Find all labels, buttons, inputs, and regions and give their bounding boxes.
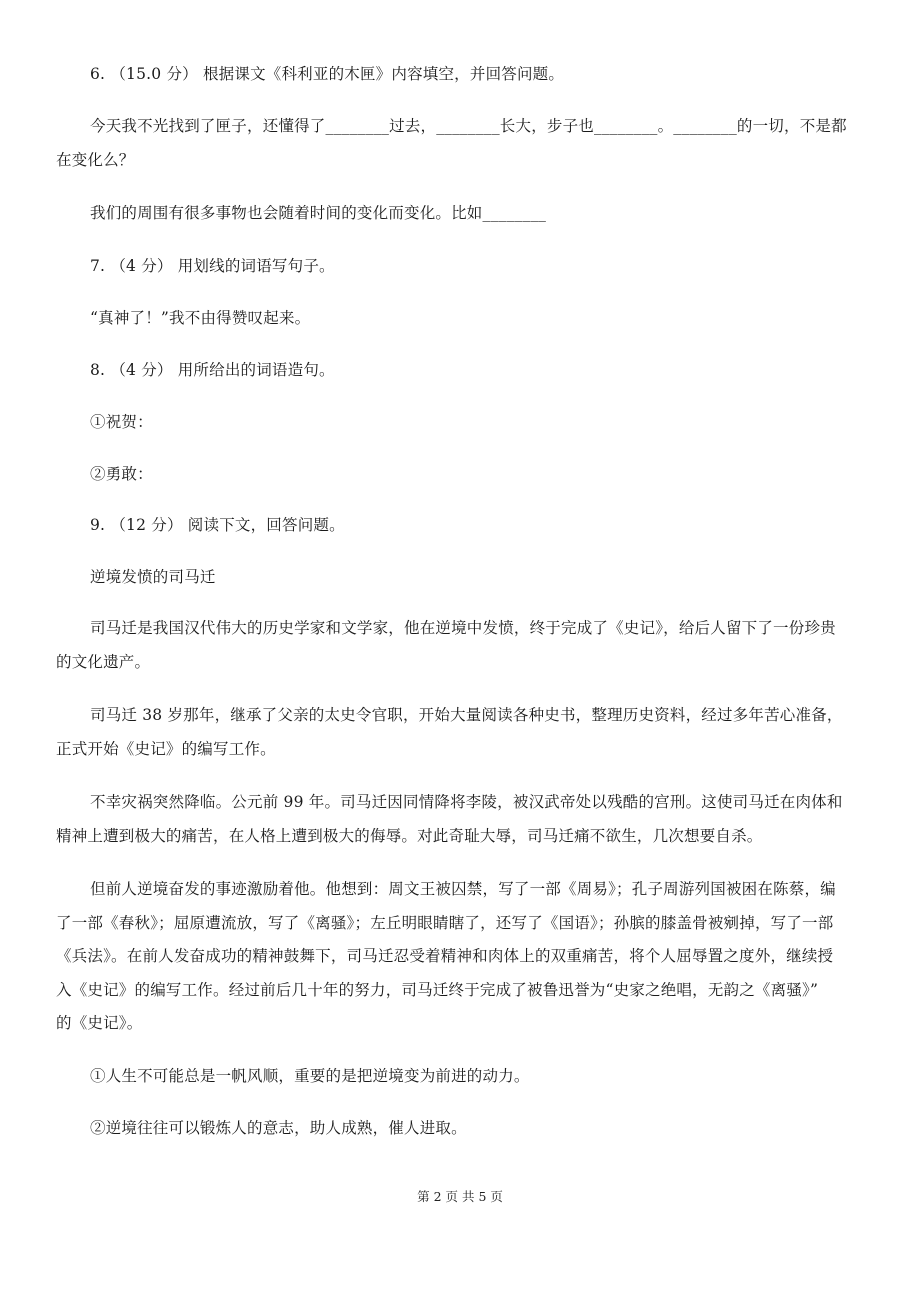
passage-paragraph-1-line-2: 的文化遗产。 xyxy=(56,653,151,671)
passage-paragraph-4-line-1: 但前人逆境奋发的事迹激励着他。他想到：周文王被囚禁，写了一部《周易》；孔子周游列国被困在陈蔡，编 xyxy=(90,880,836,898)
question-6-example-line: 我们的周围有很多事物也会随着时间的变化而变化。比如________ xyxy=(90,204,547,222)
passage-paragraph-4-line-2: 了一部《春秋》；屈原遭流放，写了《离骚》；左丘明眼睛瞎了，还写了《国语》；孙膑的膝盖骨被剜掉，写了一部 xyxy=(56,914,834,932)
passage-paragraph-2-line-2: 正式开始《史记》的编写工作。 xyxy=(56,740,276,758)
passage-paragraph-4-line-5: 的《史记》。 xyxy=(56,1014,143,1032)
passage-point-1: ①人生不可能总是一帆风顺，重要的是把逆境变为前进的动力。 xyxy=(90,1067,530,1085)
passage-paragraph-1-line-1: 司马迁是我国汉代伟大的历史学家和文学家，他在逆境中发愤，终于完成了《史记》，给后人留下了一份珍贵 xyxy=(90,619,836,637)
passage-paragraph-3-line-1: 不幸灾祸突然降临。公元前 99 年。司马迁因同情降将李陵，被汉武帝处以残酷的宫刑。这使司马迁在肉体和 xyxy=(90,793,843,811)
question-7-sentence: “真神了！”我不由得赞叹起来。 xyxy=(90,309,311,327)
passage-paragraph-2-line-1: 司马迁 38 岁那年，继承了父亲的太史令官职，开始大量阅读各种史书，整理历史资料，经过多年苦心准备， xyxy=(90,706,843,724)
question-8-item-1: ①祝贺： xyxy=(90,413,153,431)
question-6-heading: 6. （15.0 分） 根据课文《科利亚的木匣》内容填空，并回答问题。 xyxy=(90,65,565,83)
question-6-fill-line-2: 在变化么？ xyxy=(56,151,135,169)
passage-paragraph-4-line-4: 入《史记》的编写工作。经过前后几十年的努力，司马迁终于完成了被鲁迅誉为“史家之绝唱，无韵之《离骚》” xyxy=(56,981,819,999)
page-number-footer: 第 2 页 共 5 页 xyxy=(417,1189,503,1204)
passage-paragraph-4-line-3: 《兵法》。在前人发奋成功的精神鼓舞下，司马迁忍受着精神和肉体上的双重痛苦，将个人屈辱置之度外，继续授 xyxy=(56,947,834,965)
question-7-heading: 7. （4 分） 用划线的词语写句子。 xyxy=(90,257,335,275)
question-9-heading: 9. （12 分） 阅读下文，回答问题。 xyxy=(90,516,345,534)
passage-point-2: ②逆境往往可以锻炼人的意志，助人成熟，催人进取。 xyxy=(90,1119,467,1137)
question-8-item-2: ②勇敢： xyxy=(90,465,153,483)
question-6-fill-line-1: 今天我不光找到了匣子，还懂得了________过去，________长大，步子也________。________的一切，不是都 xyxy=(90,117,847,135)
passage-paragraph-3-line-2: 精神上遭到极大的痛苦，在人格上遭到极大的侮辱。对此奇耻大辱，司马迁痛不欲生，几次想要自杀。 xyxy=(56,827,763,845)
passage-title: 逆境发愤的司马迁 xyxy=(90,568,216,586)
question-8-heading: 8. （4 分） 用所给出的词语造句。 xyxy=(90,361,335,379)
